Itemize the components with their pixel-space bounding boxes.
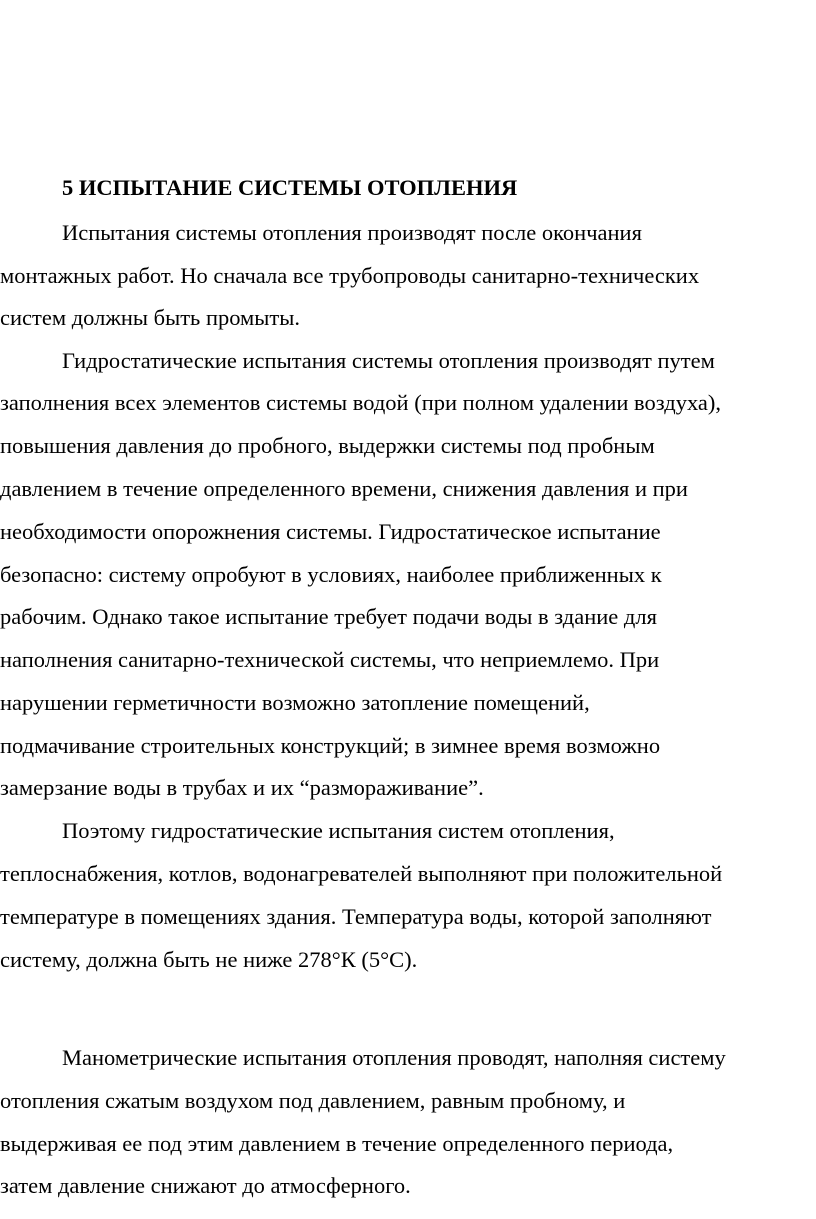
paragraph-2-line-9: нарушении герметичности возможно затопление помещений, [0,690,590,715]
paragraph-2-line-5: необходимости опорожнения системы. Гидростатическое испытание [0,519,661,544]
paragraph-4-line-2: отопления сжатым воздухом под давлением, равным пробному, и [0,1088,626,1113]
paragraph-1-line-1: Испытания системы отопления производят после окончания [62,220,642,245]
paragraph-2-line-7: рабочим. Однако такое испытание требует подачи воды в здание для [0,604,657,629]
paragraph-2-line-10: подмачивание строительных конструкций; в зимнее время возможно [0,733,661,758]
paragraph-3-line-3: температуре в помещениях здания. Температура воды, которой заполняют [0,904,712,929]
paragraph-1-line-3: систем должны быть промыты. [0,305,300,330]
paragraph-2-line-1: Гидростатические испытания системы отопления производят путем [62,348,715,373]
paragraph-4-line-1: Манометрические испытания отопления проводят, наполняя систему [62,1045,726,1070]
paragraph-2-line-11: замерзание воды в трубах и их “размораживание”. [0,775,484,800]
paragraph-2-line-4: давлением в течение определенного времени, снижения давления и при [0,476,688,501]
paragraph-2-line-2: заполнения всех элементов системы водой (при полном удалении воздуха), [0,390,721,415]
paragraph-4-line-3: выдерживая ее под этим давлением в течение определенного периода, [0,1131,674,1156]
paragraph-3-line-4: систему, должна быть не ниже 278°К (5°С). [0,947,418,972]
paragraph-2-line-6: безопасно: систему опробуют в условиях, наиболее приближенных к [0,562,662,587]
section-heading: 5 ИСПЫТАНИЕ СИСТЕМЫ ОТОПЛЕНИЯ [62,175,518,200]
paragraph-3-line-2: теплоснабжения, котлов, водонагревателей выполняют при положительной [0,861,723,886]
paragraph-1-line-2: монтажных работ. Но сначала все трубопроводы санитарно-технических [0,263,700,288]
paragraph-2-line-3: повышения давления до пробного, выдержки системы под пробным [0,433,655,458]
paragraph-4-line-4: затем давление снижают до атмосферного. [0,1173,411,1198]
paragraph-2-line-8: наполнения санитарно-технической системы, что неприемлемо. При [0,647,660,672]
paragraph-3-line-1: Поэтому гидростатические испытания систем отопления, [62,818,615,843]
